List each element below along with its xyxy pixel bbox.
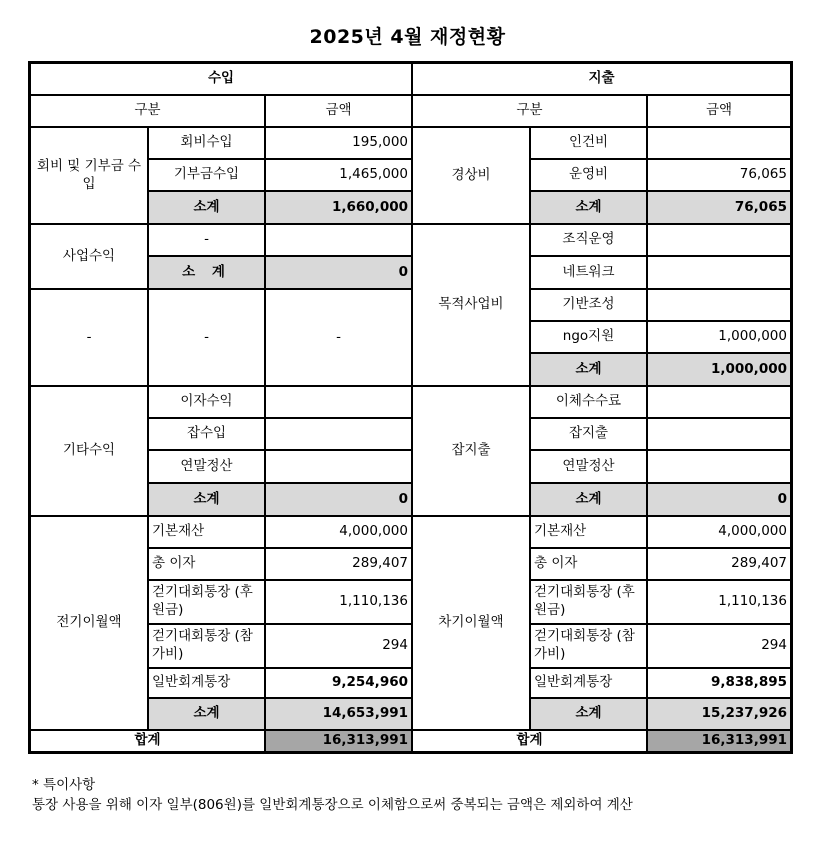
foundation-label: 기반조성 (530, 289, 647, 321)
income-entry-amount: 294 (265, 624, 412, 668)
income-business-subtotal-label: 소 계 (148, 256, 265, 289)
notes (32, 775, 633, 815)
income-general-amount: 9,254,960 (265, 668, 412, 698)
personnel-amount (647, 127, 791, 159)
income-entry-label: 걷기대회통장 (참가비) (148, 624, 265, 668)
income-other-label: 기타수익 (30, 386, 148, 516)
expense-total-label: 합계 (412, 730, 647, 752)
transfer-fee-amount (647, 386, 791, 418)
income-section-divider (30, 288, 412, 290)
misc-expense-amount (647, 418, 791, 450)
expense-basic-label: 기본재산 (530, 516, 647, 548)
section-divider (30, 223, 791, 225)
misc-expense-label: 잡지출 (530, 418, 647, 450)
expense-header: 지출 (412, 63, 791, 95)
income-total-label: 합계 (30, 730, 265, 752)
income-carryover-subtotal-label: 소계 (148, 698, 265, 730)
running-cost-label: 운영비 (530, 159, 647, 191)
expense-basic-amount: 4,000,000 (647, 516, 791, 548)
network-label: 네트워크 (530, 256, 647, 289)
expense-purpose-subtotal-label: 소계 (530, 353, 647, 386)
expense-operating-label: 경상비 (412, 127, 530, 224)
expense-purpose-subtotal-amount: 1,000,000 (647, 353, 791, 386)
expense-category-header: 구분 (412, 95, 647, 127)
section-divider (30, 515, 791, 517)
center-divider (411, 63, 413, 752)
expense-entry-amount: 294 (647, 624, 791, 668)
income-total-amount: 16,313,991 (265, 730, 412, 752)
expense-carryover-subtotal-amount: 15,237,926 (647, 698, 791, 730)
yearend-income-amount (265, 450, 412, 483)
donation-amount: 1,465,000 (265, 159, 412, 191)
expense-interest-amount: 289,407 (647, 548, 791, 580)
header-divider (30, 94, 791, 96)
yearend-expense-amount (647, 450, 791, 483)
notes-heading: * 특이사항 (32, 777, 96, 793)
income-header: 수입 (30, 63, 412, 95)
income-category-header: 구분 (30, 95, 265, 127)
income-dues-subtotal-label: 소계 (148, 191, 265, 224)
expense-carryover-label: 차기이월액 (412, 516, 530, 730)
expense-entry-label: 걷기대회통장 (참가비) (530, 624, 647, 668)
transfer-fee-label: 이체수수료 (530, 386, 647, 418)
income-business-label: 사업수익 (30, 224, 148, 289)
income-sponsor-label: 걷기대회통장 (후원금) (148, 580, 265, 624)
network-amount (647, 256, 791, 289)
running-cost-amount: 76,065 (647, 159, 791, 191)
expense-sponsor-label: 걷기대회통장 (후원금) (530, 580, 647, 624)
personnel-label: 인건비 (530, 127, 647, 159)
income-amount-header: 금액 (265, 95, 412, 127)
section-divider (30, 385, 791, 387)
interest-income-amount (265, 386, 412, 418)
yearend-expense-label: 연말정산 (530, 450, 647, 483)
expense-amount-header: 금액 (647, 95, 791, 127)
ngo-amount: 1,000,000 (647, 321, 791, 353)
notes-text: 통장 사용을 위해 이자 일부(806원)를 일반회계통장으로 이체함으로써 중복되는 금액은 제외하여 계산 (32, 797, 633, 813)
blank-cell-2: - (148, 289, 265, 386)
income-interest-label: 총 이자 (148, 548, 265, 580)
membership-amount: 195,000 (265, 127, 412, 159)
income-dues-label: 회비 및 기부금 수입 (30, 127, 148, 224)
income-basic-amount: 4,000,000 (265, 516, 412, 548)
expense-misc-subtotal-amount: 0 (647, 483, 791, 516)
income-business-subtotal-amount: 0 (265, 256, 412, 289)
income-dues-subtotal-amount: 1,660,000 (265, 191, 412, 224)
expense-sponsor-amount: 1,110,136 (647, 580, 791, 624)
business-item-label: - (148, 224, 265, 256)
income-other-subtotal-amount: 0 (265, 483, 412, 516)
expense-general-label: 일반회계통장 (530, 668, 647, 698)
expense-operating-subtotal-amount: 76,065 (647, 191, 791, 224)
business-item-amount (265, 224, 412, 256)
expense-total-amount: 16,313,991 (647, 730, 791, 752)
donation-label: 기부금수입 (148, 159, 265, 191)
income-other-subtotal-label: 소계 (148, 483, 265, 516)
expense-general-amount: 9,838,895 (647, 668, 791, 698)
blank-cell-1: - (30, 289, 148, 386)
misc-income-amount (265, 418, 412, 450)
income-carryover-subtotal-amount: 14,653,991 (265, 698, 412, 730)
income-basic-label: 기본재산 (148, 516, 265, 548)
org-amount (647, 224, 791, 256)
foundation-amount (647, 289, 791, 321)
interest-income-label: 이자수익 (148, 386, 265, 418)
finance-table (28, 61, 793, 754)
expense-misc-label: 잡지출 (412, 386, 530, 516)
page-title: 2025년 4월 재정현황 (309, 26, 506, 48)
org-label: 조직운영 (530, 224, 647, 256)
income-carryover-label: 전기이월액 (30, 516, 148, 730)
expense-carryover-subtotal-label: 소계 (530, 698, 647, 730)
membership-label: 회비수입 (148, 127, 265, 159)
total-divider (30, 729, 791, 731)
ngo-label: ngo지원 (530, 321, 647, 353)
expense-purpose-label: 목적사업비 (412, 224, 530, 386)
expense-operating-subtotal-label: 소계 (530, 191, 647, 224)
expense-misc-subtotal-label: 소계 (530, 483, 647, 516)
blank-cell-3: - (265, 289, 412, 386)
misc-income-label: 잡수입 (148, 418, 265, 450)
income-sponsor-amount: 1,110,136 (265, 580, 412, 624)
yearend-income-label: 연말정산 (148, 450, 265, 483)
subheader-divider (30, 126, 791, 128)
income-general-label: 일반회계통장 (148, 668, 265, 698)
expense-interest-label: 총 이자 (530, 548, 647, 580)
income-interest-amount: 289,407 (265, 548, 412, 580)
